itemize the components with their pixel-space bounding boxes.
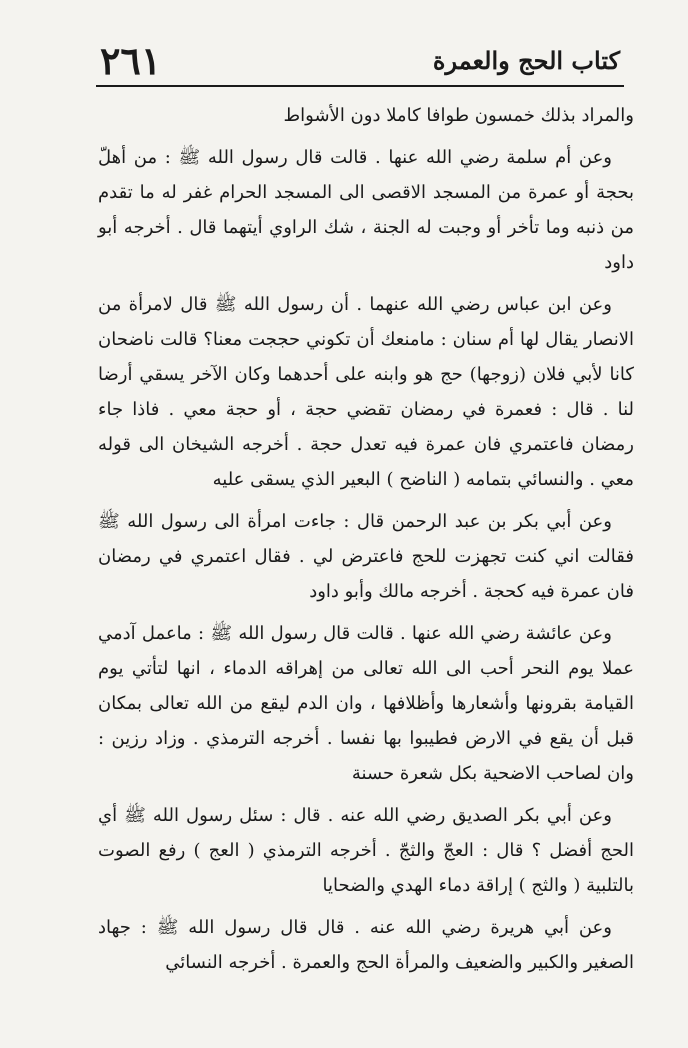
page-number: ٢٦١: [100, 37, 162, 83]
header-rule: [96, 85, 624, 87]
paragraph-6: وعن أبي بكر الصديق رضي الله عنه . قال : سئل رسول الله ﷺ أي الحج أفضل ؟ قال : العجّ والثجّ . أخرجه الترمذي ( العج ) رفع الصوت بالتلبية ( والثج ) إراقة دماء الهدي والضحايا: [98, 805, 634, 896]
page-header: [100, 36, 620, 84]
running-title: كتاب الحج والعمرة: [432, 45, 620, 75]
paragraph-4: وعن أبي بكر بن عبد الرحمن قال : جاءت امرأة الى رسول الله ﷺ فقالت اني كنت تجهزت للحج فاعترض لي . فقال اعتمري في رمضان فان عمرة فيه كحجة . أخرجه مالك وأبو داود: [98, 511, 634, 602]
paragraph-3: وعن ابن عباس رضي الله عنهما . أن رسول الله ﷺ قال لامرأة من الانصار يقال لها أم سنان : مامنعك أن تكوني حججت معنا؟ قالت ناضحان كانا لأبي فلان (زوجها) حج هو وابنه على أحدهما وكان الآخر يسقي أرضا لنا . قال : فعمرة في رمضان تقضي حجة ، أو حجة معي . فاذا جاء رمضان فاعتمري فان عمرة فيه تعدل حجة . أخرجه الشيخان الى قوله معي . والنسائي بتمامه ( الناضح ) البعير الذي يسقى عليه: [98, 294, 634, 490]
paragraph-2: وعن أم سلمة رضي الله عنها . قالت قال رسول الله ﷺ : من أهلّ بحجة أو عمرة من المسجد الاقصى الى المسجد الحرام غفر له ما تقدم من ذنبه وما تأخر أو وجبت له الجنة ، شك الراوي أيتهما قال . أخرجه أبو داود: [98, 147, 634, 273]
paragraph-5: وعن عائشة رضي الله عنها . قالت قال رسول الله ﷺ : ماعمل آدمي عملا يوم النحر أحب الى الله تعالى من إهراقه الدماء ، انها لتأتي يوم القيامة بقرونها وأشعارها وأظلافها ، وان الدم ليقع من الله تعالى بمكان قبل أن يقع في الارض فطيبوا بها نفسا . أخرجه الترمذي . وزاد رزين : وان لصاحب الاضحية بكل شعرة حسنة: [98, 623, 634, 784]
paragraph-7: وعن أبي هريرة رضي الله عنه . قال قال رسول الله ﷺ : جهاد الصغير والكبير والضعيف والمرأة الحج والعمرة . أخرجه النسائي: [98, 917, 634, 973]
paragraph-1: والمراد بذلك خمسون طوافا كاملا دون الأشواط: [283, 105, 634, 126]
body-text: [98, 98, 634, 987]
